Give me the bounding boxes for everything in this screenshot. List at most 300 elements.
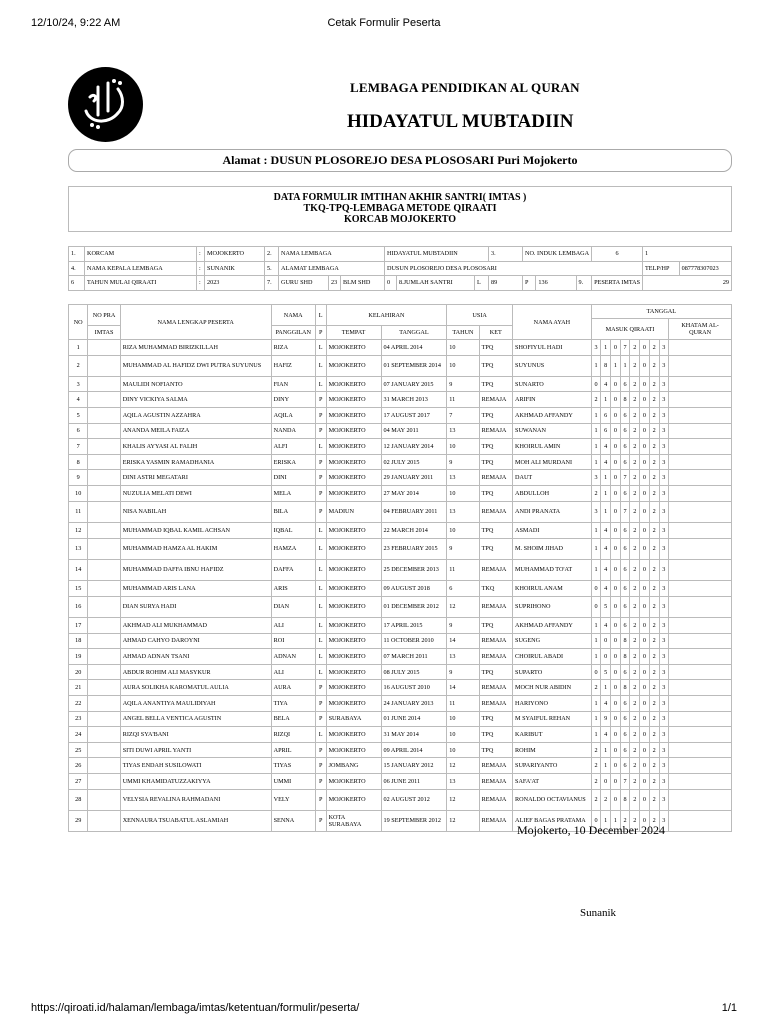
entry-date-digit: 1 <box>611 355 621 376</box>
info-sep: : <box>197 261 205 276</box>
entry-date-digit: 0 <box>611 486 621 502</box>
participant-name: AQILA ANANTIYA MAULIDIYAH <box>120 695 271 711</box>
participant-name: MUHAMMAD ARIS LANA <box>120 581 271 597</box>
table-row <box>69 486 732 502</box>
col-header-khatam: KHATAM AL-QURAN <box>669 319 732 340</box>
info-value: SUNANIK <box>205 261 265 276</box>
entry-date-digit: 2 <box>649 439 659 455</box>
participant-sex: P <box>315 423 326 439</box>
col-header-p: P <box>315 326 326 340</box>
khatam-date <box>669 695 732 711</box>
khatam-date <box>669 649 732 665</box>
info-num: 7. <box>265 276 279 291</box>
age-years: 13 <box>447 649 479 665</box>
participant-name: RIZA MUHAMMAD BIRIZKILLAH <box>120 340 271 356</box>
participant-sex: L <box>315 340 326 356</box>
entry-date-digit: 0 <box>611 538 621 559</box>
birth-date: 11 OCTOBER 2010 <box>381 633 447 649</box>
age-category: TPQ <box>479 454 512 470</box>
entry-date-digit: 3 <box>659 486 669 502</box>
info-label: L <box>475 276 489 291</box>
father-name: SUYUNUS <box>513 355 592 376</box>
age-years: 9 <box>447 618 479 634</box>
table-row <box>69 522 732 538</box>
print-url: https://qiroati.id/halaman/lembaga/imtas/ketentuan/formulir/peserta/ <box>31 1002 360 1014</box>
entry-date-digit: 3 <box>659 695 669 711</box>
info-sep: : <box>197 247 205 262</box>
entry-date-digit: 0 <box>640 633 650 649</box>
birth-place: MOJOKERTO <box>326 376 381 392</box>
birth-place: MOJOKERTO <box>326 695 381 711</box>
entry-date-digit: 8 <box>620 789 630 810</box>
entry-date-digit: 1 <box>601 742 611 758</box>
entry-date-digit: 2 <box>649 649 659 665</box>
entry-date-digit: 3 <box>659 470 669 486</box>
participant-nickname: BILA <box>271 501 315 522</box>
entry-date-digit: 4 <box>601 538 611 559</box>
info-num: 2. <box>265 247 279 262</box>
entry-date-digit: 2 <box>649 596 659 617</box>
info-label: NO. INDUK LEMBAGA <box>523 247 592 262</box>
entry-date-digit: 0 <box>640 664 650 680</box>
entry-date-digit: 6 <box>620 664 630 680</box>
khatam-date <box>669 618 732 634</box>
info-label: NAMA LEMBAGA <box>279 247 385 262</box>
col-header-tanggal: TANGGAL <box>591 305 731 319</box>
participant-sex: L <box>315 439 326 455</box>
entry-date-digit: 4 <box>601 618 611 634</box>
entry-date-digit: 3 <box>659 664 669 680</box>
participant-sex: L <box>315 618 326 634</box>
birth-place: SURABAYA <box>326 711 381 727</box>
entry-date-digit: 0 <box>601 773 611 789</box>
entry-date-digit: 6 <box>620 695 630 711</box>
table-row <box>69 408 732 424</box>
participant-name: TIYAS ENDAH SUSILOWATI <box>120 758 271 774</box>
row-imtas <box>88 664 120 680</box>
entry-date-digit: 0 <box>640 581 650 597</box>
father-name: SUPRIHONO <box>513 596 592 617</box>
entry-date-digit: 2 <box>630 538 640 559</box>
participant-sex: P <box>315 408 326 424</box>
entry-date-digit: 1 <box>591 618 601 634</box>
birth-place: MOJOKERTO <box>326 680 381 696</box>
row-imtas <box>88 773 120 789</box>
participant-sex: L <box>315 649 326 665</box>
entry-date-digit: 0 <box>591 581 601 597</box>
participant-nickname: HAMZA <box>271 538 315 559</box>
participant-name: MUHAMMAD HAMZA AL HAKIM <box>120 538 271 559</box>
entry-date-digit: 0 <box>591 810 601 831</box>
birth-place: MOJOKERTO <box>326 649 381 665</box>
entry-date-digit: 2 <box>630 649 640 665</box>
birth-place: MOJOKERTO <box>326 439 381 455</box>
entry-date-digit: 2 <box>649 581 659 597</box>
entry-date-digit: 2 <box>630 596 640 617</box>
entry-date-digit: 2 <box>630 376 640 392</box>
father-name: M. SHOIM JIHAD <box>513 538 592 559</box>
participant-name: AHMAD CAHYO DAROYNI <box>120 633 271 649</box>
khatam-date <box>669 392 732 408</box>
entry-date-digit: 0 <box>640 522 650 538</box>
khatam-date <box>669 501 732 522</box>
entry-date-digit: 0 <box>591 376 601 392</box>
father-name: KHOIRUL ANAM <box>513 581 592 597</box>
table-row <box>69 392 732 408</box>
table-row <box>69 664 732 680</box>
entry-date-digit: 0 <box>640 789 650 810</box>
birth-place: MOJOKERTO <box>326 470 381 486</box>
info-num: 5. <box>265 261 279 276</box>
age-category: TPQ <box>479 538 512 559</box>
age-category: TPQ <box>479 664 512 680</box>
col-header-nopra: NO PRA <box>88 305 120 326</box>
entry-date-digit: 6 <box>620 727 630 743</box>
entry-date-digit: 2 <box>649 355 659 376</box>
father-name: AKHMAD AFFANDY <box>513 408 592 424</box>
father-name: RONALDO OCTAVIANUS <box>513 789 592 810</box>
entry-date-digit: 1 <box>591 711 601 727</box>
participant-name: AKHMAD ALI MUKHAMMAD <box>120 618 271 634</box>
participant-sex: P <box>315 711 326 727</box>
row-number: 21 <box>69 680 88 696</box>
entry-date-digit: 6 <box>620 376 630 392</box>
entry-date-digit: 4 <box>601 559 611 580</box>
age-category: REMAJA <box>479 789 512 810</box>
khatam-date <box>669 522 732 538</box>
age-years: 9 <box>447 376 479 392</box>
info-label: P <box>523 276 536 291</box>
entry-date-digit: 1 <box>591 695 601 711</box>
table-row <box>69 355 732 376</box>
entry-date-digit: 3 <box>659 581 669 597</box>
participant-nickname: ADNAN <box>271 649 315 665</box>
table-row <box>69 470 732 486</box>
entry-date-digit: 3 <box>659 538 669 559</box>
participant-sex: P <box>315 810 326 831</box>
participant-sex: L <box>315 355 326 376</box>
birth-place: MOJOKERTO <box>326 789 381 810</box>
father-name: MOH ALI MURDANI <box>513 454 592 470</box>
col-header-imtas: IMTAS <box>88 326 120 340</box>
entry-date-digit: 0 <box>611 742 621 758</box>
father-name: SHOFIYUL HADI <box>513 340 592 356</box>
father-name: ASMADI <box>513 522 592 538</box>
row-number: 7 <box>69 439 88 455</box>
print-title: Cetak Formulir Peserta <box>327 17 441 29</box>
entry-date-digit: 6 <box>620 423 630 439</box>
entry-date-digit: 0 <box>640 538 650 559</box>
participant-sex: L <box>315 664 326 680</box>
entry-date-digit: 0 <box>640 355 650 376</box>
entry-date-digit: 0 <box>591 664 601 680</box>
age-category: TPQ <box>479 727 512 743</box>
birth-place: MOJOKERTO <box>326 423 381 439</box>
birth-place: MOJOKERTO <box>326 340 381 356</box>
age-years: 12 <box>447 789 479 810</box>
entry-date-digit: 0 <box>611 649 621 665</box>
row-number: 1 <box>69 340 88 356</box>
entry-date-digit: 6 <box>620 522 630 538</box>
participant-name: XENNAURA TSUABATUL ASLAMIAH <box>120 810 271 831</box>
participant-name: MUHAMMAD DAFFA IBNU HAFIDZ <box>120 559 271 580</box>
entry-date-digit: 2 <box>630 355 640 376</box>
age-category: TPQ <box>479 486 512 502</box>
khatam-date <box>669 633 732 649</box>
khatam-date <box>669 581 732 597</box>
col-header-dob: TANGGAL <box>381 326 447 340</box>
entry-date-digit: 1 <box>591 355 601 376</box>
birth-date: 31 MARCH 2013 <box>381 392 447 408</box>
entry-date-digit: 0 <box>611 596 621 617</box>
col-header-kelahiran: KELAHIRAN <box>326 305 447 326</box>
entry-date-digit: 0 <box>611 439 621 455</box>
entry-date-digit: 7 <box>620 501 630 522</box>
entry-date-digit: 0 <box>611 680 621 696</box>
row-imtas <box>88 355 120 376</box>
age-category: REMAJA <box>479 695 512 711</box>
father-name: SUNARTO <box>513 376 592 392</box>
participant-nickname: ROI <box>271 633 315 649</box>
birth-place: MOJOKERTO <box>326 596 381 617</box>
khatam-date <box>669 758 732 774</box>
entry-date-digit: 2 <box>630 439 640 455</box>
entry-date-digit: 2 <box>649 340 659 356</box>
entry-date-digit: 0 <box>640 649 650 665</box>
entry-date-digit: 2 <box>630 664 640 680</box>
participant-name: RIZQI SYA'BANI <box>120 727 271 743</box>
row-imtas <box>88 470 120 486</box>
col-header-name: NAMA LENGKAP PESERTA <box>120 305 271 340</box>
birth-date: 01 SEPTEMBER 2014 <box>381 355 447 376</box>
entry-date-digit: 2 <box>649 633 659 649</box>
father-name: SAFA'AT <box>513 773 592 789</box>
print-page-number: 1/1 <box>721 1002 737 1014</box>
entry-date-digit: 2 <box>630 695 640 711</box>
age-category: REMAJA <box>479 559 512 580</box>
row-imtas <box>88 633 120 649</box>
entry-date-digit: 0 <box>640 618 650 634</box>
entry-date-digit: 6 <box>620 439 630 455</box>
entry-date-digit: 0 <box>611 773 621 789</box>
birth-date: 07 MARCH 2011 <box>381 649 447 665</box>
age-years: 13 <box>447 773 479 789</box>
khatam-date <box>669 680 732 696</box>
participants-table <box>68 304 732 832</box>
table-row <box>69 742 732 758</box>
entry-date-digit: 3 <box>659 727 669 743</box>
birth-date: 06 JUNE 2011 <box>381 773 447 789</box>
entry-date-digit: 2 <box>601 789 611 810</box>
birth-date: 24 JANUARY 2013 <box>381 695 447 711</box>
birth-place: MADIUN <box>326 501 381 522</box>
row-number: 27 <box>69 773 88 789</box>
age-years: 11 <box>447 559 479 580</box>
participant-sex: P <box>315 742 326 758</box>
entry-date-digit: 0 <box>611 392 621 408</box>
table-row <box>69 758 732 774</box>
entry-date-digit: 3 <box>659 596 669 617</box>
khatam-date <box>669 664 732 680</box>
info-value: 087778307023 <box>679 261 731 276</box>
info-num: 6 <box>69 276 85 291</box>
khatam-date <box>669 742 732 758</box>
info-value: 136 <box>536 276 576 291</box>
entry-date-digit: 0 <box>611 501 621 522</box>
birth-place: MOJOKERTO <box>326 392 381 408</box>
col-header-panggilan: PANGGILAN <box>271 326 315 340</box>
age-category: TPQ <box>479 340 512 356</box>
entry-date-digit: 0 <box>640 470 650 486</box>
entry-date-digit: 0 <box>611 340 621 356</box>
entry-date-digit: 0 <box>640 810 650 831</box>
row-imtas <box>88 649 120 665</box>
entry-date-digit: 6 <box>620 486 630 502</box>
birth-place: MOJOKERTO <box>326 664 381 680</box>
entry-date-digit: 2 <box>630 618 640 634</box>
entry-date-digit: 7 <box>620 470 630 486</box>
info-sep: : <box>197 276 205 291</box>
entry-date-digit: 2 <box>649 742 659 758</box>
row-imtas <box>88 559 120 580</box>
table-row <box>69 773 732 789</box>
table-row <box>69 789 732 810</box>
khatam-date <box>669 470 732 486</box>
entry-date-digit: 1 <box>601 501 611 522</box>
entry-date-digit: 6 <box>620 559 630 580</box>
age-category: REMAJA <box>479 501 512 522</box>
father-name: AKHMAD AFFANDY <box>513 618 592 634</box>
row-number: 28 <box>69 789 88 810</box>
entry-date-digit: 4 <box>601 439 611 455</box>
row-imtas <box>88 522 120 538</box>
info-value: DUSUN PLOSOREJO DESA PLOSOSARI <box>385 261 643 276</box>
age-years: 12 <box>447 758 479 774</box>
participant-nickname: NANDA <box>271 423 315 439</box>
info-label: TELP/HP <box>643 261 680 276</box>
participant-sex: L <box>315 596 326 617</box>
entry-date-digit: 3 <box>659 649 669 665</box>
father-name: KHOIRUL AMIN <box>513 439 592 455</box>
participant-nickname: SENNA <box>271 810 315 831</box>
row-imtas <box>88 439 120 455</box>
participant-sex: L <box>315 581 326 597</box>
row-number: 13 <box>69 538 88 559</box>
entry-date-digit: 0 <box>611 454 621 470</box>
entry-date-digit: 0 <box>640 439 650 455</box>
birth-date: 19 SEPTEMBER 2012 <box>381 810 447 831</box>
age-category: TPQ <box>479 439 512 455</box>
entry-date-digit: 0 <box>640 392 650 408</box>
entry-date-digit: 4 <box>601 727 611 743</box>
age-category: REMAJA <box>479 810 512 831</box>
info-value: 2023 <box>205 276 265 291</box>
participant-name: SITI DUWI APRIL YANTI <box>120 742 271 758</box>
entry-date-digit: 3 <box>659 711 669 727</box>
entry-date-digit: 3 <box>659 376 669 392</box>
father-name: CHOIRUL ABADI <box>513 649 592 665</box>
entry-date-digit: 1 <box>591 633 601 649</box>
khatam-date <box>669 596 732 617</box>
birth-place: JOMBANG <box>326 758 381 774</box>
row-imtas <box>88 538 120 559</box>
age-years: 10 <box>447 340 479 356</box>
father-name: MUHAMMAD TO'AT <box>513 559 592 580</box>
row-imtas <box>88 486 120 502</box>
info-num: 3. <box>489 247 523 262</box>
signer-name: Sunanik <box>580 907 617 919</box>
participant-nickname: APRIL <box>271 742 315 758</box>
birth-place: MOJOKERTO <box>326 727 381 743</box>
entry-date-digit: 2 <box>630 581 640 597</box>
entry-date-digit: 3 <box>659 501 669 522</box>
entry-date-digit: 3 <box>659 522 669 538</box>
birth-date: 25 DECEMBER 2013 <box>381 559 447 580</box>
birth-date: 02 AUGUST 2012 <box>381 789 447 810</box>
participant-name: DINY VICKIYA SALMA <box>120 392 271 408</box>
age-years: 13 <box>447 470 479 486</box>
entry-date-digit: 9 <box>601 711 611 727</box>
info-row <box>69 276 732 291</box>
table-row <box>69 695 732 711</box>
info-digit: 6 <box>592 247 643 262</box>
row-number: 15 <box>69 581 88 597</box>
table-row <box>69 596 732 617</box>
age-category: REMAJA <box>479 773 512 789</box>
entry-date-digit: 1 <box>591 538 601 559</box>
entry-date-digit: 2 <box>630 789 640 810</box>
participant-nickname: RIZQI <box>271 727 315 743</box>
khatam-date <box>669 486 732 502</box>
entry-date-digit: 5 <box>601 596 611 617</box>
entry-date-digit: 4 <box>601 581 611 597</box>
entry-date-digit: 2 <box>649 711 659 727</box>
info-label: NAMA KEPALA LEMBAGA <box>85 261 197 276</box>
age-years: 9 <box>447 454 479 470</box>
entry-date-digit: 5 <box>601 664 611 680</box>
birth-date: 17 APRIL 2015 <box>381 618 447 634</box>
entry-date-digit: 3 <box>659 392 669 408</box>
institution-subtitle: LEMBAGA PENDIDIKAN AL QURAN <box>350 80 580 95</box>
age-category: TPQ <box>479 376 512 392</box>
birth-place: MOJOKERTO <box>326 486 381 502</box>
entry-date-digit: 6 <box>620 596 630 617</box>
row-number: 18 <box>69 633 88 649</box>
birth-date: 09 APRIL 2014 <box>381 742 447 758</box>
khatam-date <box>669 773 732 789</box>
khatam-date <box>669 559 732 580</box>
table-row <box>69 439 732 455</box>
age-years: 13 <box>447 423 479 439</box>
entry-date-digit: 2 <box>630 454 640 470</box>
participant-nickname: RIZA <box>271 340 315 356</box>
participant-name: ANANDA MEILA FAIZA <box>120 423 271 439</box>
entry-date-digit: 2 <box>591 486 601 502</box>
participant-name: NISA NABILAH <box>120 501 271 522</box>
entry-date-digit: 2 <box>591 392 601 408</box>
entry-date-digit: 1 <box>601 758 611 774</box>
age-years: 14 <box>447 680 479 696</box>
col-header-ket: KET <box>479 326 512 340</box>
row-imtas <box>88 501 120 522</box>
entry-date-digit: 1 <box>591 454 601 470</box>
entry-date-digit: 6 <box>601 423 611 439</box>
participant-nickname: FIAN <box>271 376 315 392</box>
entry-date-digit: 3 <box>659 810 669 831</box>
row-number: 9 <box>69 470 88 486</box>
info-value: MOJOKERTO <box>205 247 265 262</box>
entry-date-digit: 3 <box>591 470 601 486</box>
